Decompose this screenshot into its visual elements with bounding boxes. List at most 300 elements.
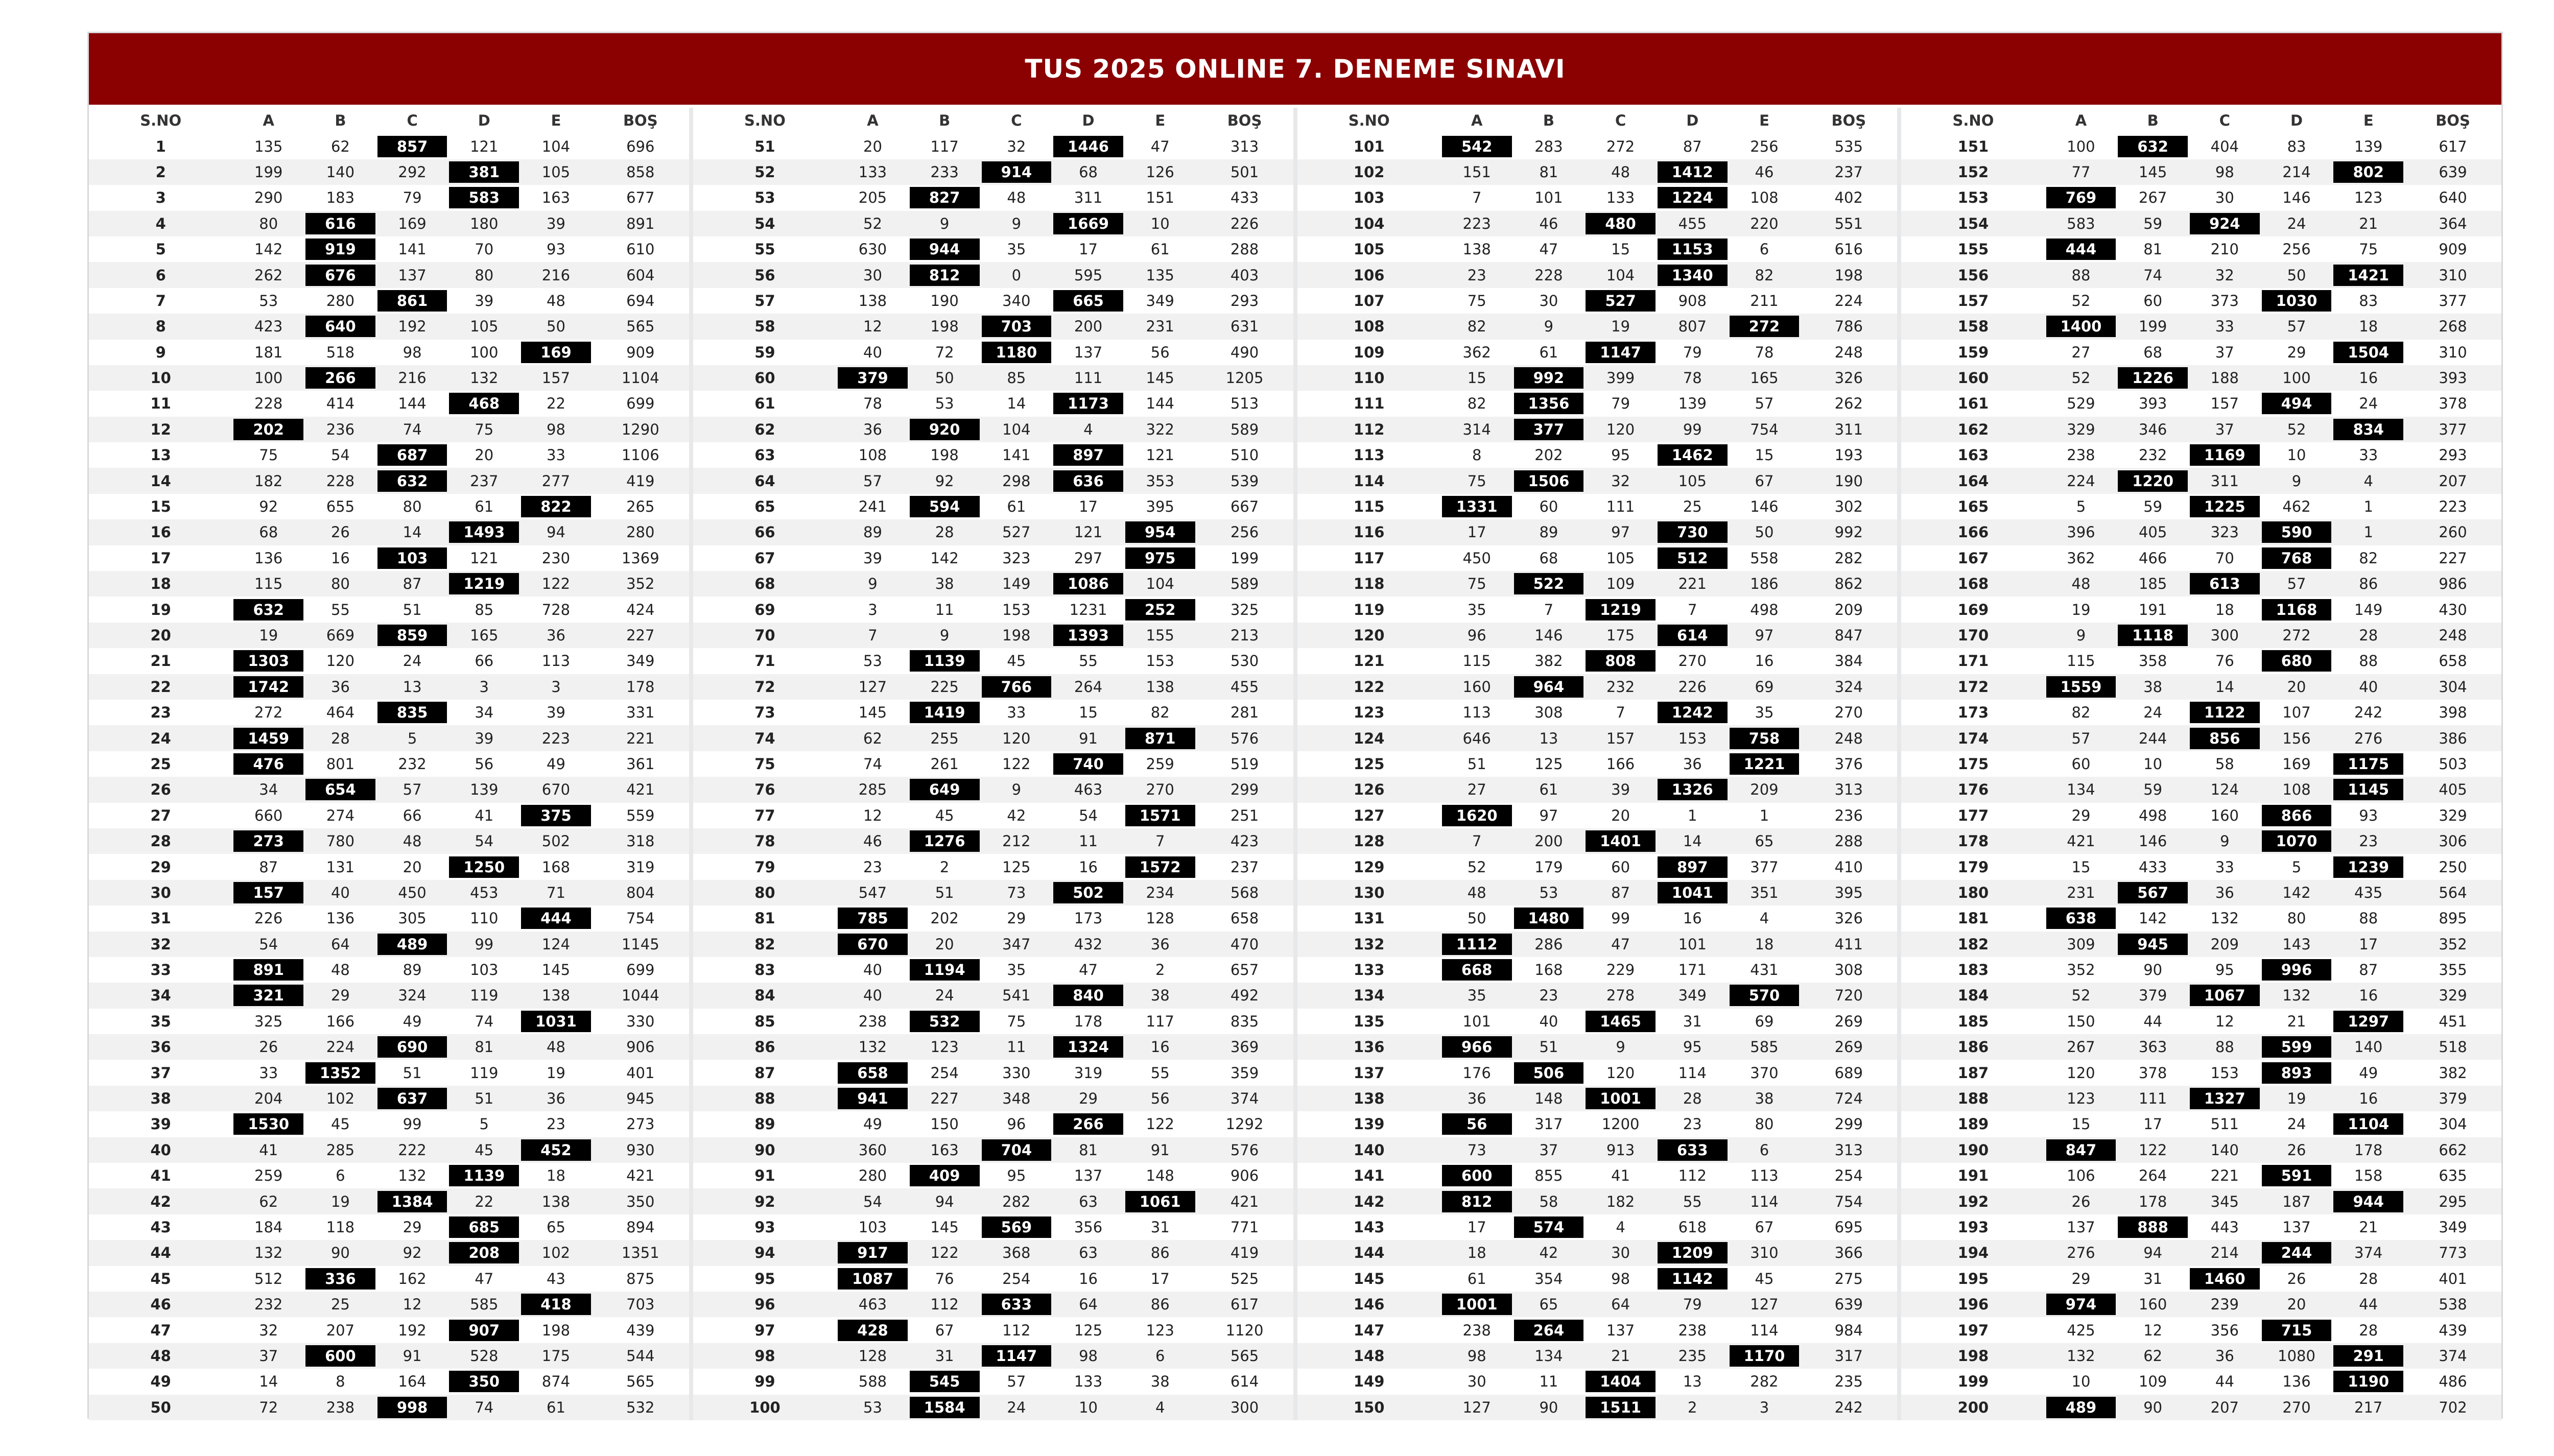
column-header: E xyxy=(1759,112,1769,130)
answer-count-c: 48 xyxy=(403,832,422,850)
answer-count-d: 740 xyxy=(1053,753,1123,775)
blank-count: 1120 xyxy=(1225,1321,1264,1339)
table-row xyxy=(89,932,689,957)
answer-count-c: 368 xyxy=(1002,1244,1031,1262)
answer-count-a: 476 xyxy=(233,753,303,775)
answer-count-d: 34 xyxy=(475,704,494,722)
answer-count-a: 73 xyxy=(1467,1141,1486,1159)
answer-count-d: 133 xyxy=(1074,1373,1103,1391)
blank-count: 1104 xyxy=(621,369,659,387)
table-row xyxy=(89,1214,689,1240)
answer-count-e: 24 xyxy=(2359,395,2378,413)
answer-count-c: 14 xyxy=(403,523,422,541)
answer-count-c: 140 xyxy=(2210,1141,2239,1159)
answer-count-d: 11 xyxy=(1079,832,1098,850)
question-number: 121 xyxy=(1353,652,1385,670)
blank-count: 256 xyxy=(1230,523,1259,541)
answer-count-c: 305 xyxy=(398,910,427,927)
answer-count-b: 827 xyxy=(910,187,980,208)
answer-count-c: 13 xyxy=(403,678,422,696)
table-row xyxy=(693,777,1293,802)
answer-count-c: 913 xyxy=(1606,1141,1635,1159)
answer-count-e: 48 xyxy=(547,292,565,309)
table-row xyxy=(693,185,1293,210)
answer-count-c: 323 xyxy=(1002,549,1031,567)
table-row xyxy=(1297,596,1898,622)
answer-count-c: 298 xyxy=(1002,472,1031,490)
answer-count-e: 802 xyxy=(2333,161,2403,183)
question-number: 162 xyxy=(1957,420,1989,438)
answer-count-d: 81 xyxy=(1079,1141,1098,1159)
answer-count-b: 58 xyxy=(1539,1192,1558,1210)
answer-count-e: 570 xyxy=(1730,985,1800,1006)
table-row xyxy=(1901,1009,2501,1034)
blank-count: 221 xyxy=(626,729,655,747)
blank-count: 318 xyxy=(626,832,655,850)
blank-count: 250 xyxy=(2439,858,2467,876)
answer-count-d: 66 xyxy=(475,652,494,670)
answer-count-b: 654 xyxy=(305,779,375,800)
answer-count-a: 82 xyxy=(1467,318,1486,336)
answer-count-e: 6 xyxy=(1759,1141,1769,1159)
answer-count-e: 36 xyxy=(1150,935,1170,953)
answer-count-c: 112 xyxy=(1002,1321,1031,1339)
table-row xyxy=(1901,365,2501,391)
answer-count-a: 9 xyxy=(2076,627,2086,644)
answer-count-e: 1175 xyxy=(2333,753,2403,775)
answer-count-a: 14 xyxy=(259,1373,278,1391)
blank-count: 835 xyxy=(1230,1012,1259,1030)
answer-count-c: 861 xyxy=(377,290,447,312)
answer-count-a: 62 xyxy=(259,1192,278,1210)
table-row xyxy=(693,417,1293,442)
answer-count-d: 64 xyxy=(1079,1296,1098,1314)
answer-count-b: 1352 xyxy=(305,1062,375,1084)
question-number: 136 xyxy=(1353,1038,1385,1056)
answer-count-b: 102 xyxy=(326,1090,355,1108)
answer-count-c: 24 xyxy=(1007,1398,1026,1416)
answer-count-d: 502 xyxy=(1053,882,1123,903)
answer-count-d: 1462 xyxy=(1658,444,1728,466)
answer-count-a: 182 xyxy=(254,472,283,490)
answer-count-c: 33 xyxy=(2215,318,2234,336)
question-number: 6 xyxy=(155,266,166,284)
answer-count-e: 1421 xyxy=(2333,265,2403,286)
blank-count: 421 xyxy=(626,1167,655,1185)
table-row xyxy=(89,1317,689,1343)
table-row xyxy=(89,159,689,185)
answer-count-c: 569 xyxy=(982,1216,1052,1238)
blank-count: 401 xyxy=(626,1064,655,1082)
question-number: 71 xyxy=(754,652,775,670)
blank-count: 576 xyxy=(1230,1141,1259,1159)
answer-count-b: 274 xyxy=(326,806,355,824)
answer-count-b: 74 xyxy=(2143,266,2163,284)
table-row xyxy=(1901,725,2501,751)
answer-count-b: 9 xyxy=(939,627,950,644)
answer-count-c: 254 xyxy=(1002,1270,1031,1287)
answer-count-e: 33 xyxy=(2359,446,2378,464)
answer-count-b: 409 xyxy=(910,1165,980,1186)
answer-count-a: 8 xyxy=(1472,446,1482,464)
answer-count-a: 658 xyxy=(838,1062,908,1084)
answer-count-a: 48 xyxy=(2071,575,2091,593)
answer-count-d: 100 xyxy=(470,343,499,361)
answer-count-b: 61 xyxy=(1539,781,1558,799)
answer-count-b: 42 xyxy=(1539,1244,1558,1262)
blank-count: 386 xyxy=(2439,729,2467,747)
blank-count: 754 xyxy=(626,910,655,927)
answer-count-d: 840 xyxy=(1053,985,1123,1006)
blank-count: 891 xyxy=(626,214,655,232)
blank-count: 190 xyxy=(1834,472,1863,490)
answer-count-d: 99 xyxy=(1683,420,1702,438)
answer-count-d: 1070 xyxy=(2262,830,2332,852)
answer-count-e: 35 xyxy=(1755,704,1774,722)
answer-count-c: 92 xyxy=(403,1244,422,1262)
answer-count-d: 146 xyxy=(2282,189,2311,207)
question-number: 83 xyxy=(754,961,775,979)
answer-count-d: 866 xyxy=(2262,805,2332,826)
answer-count-d: 685 xyxy=(449,1216,519,1238)
answer-count-b: 920 xyxy=(910,419,980,440)
answer-count-a: 37 xyxy=(259,1347,278,1365)
answer-count-b: 45 xyxy=(330,1115,350,1133)
question-number: 128 xyxy=(1353,832,1385,850)
table-row xyxy=(1297,571,1898,596)
answer-count-b: 405 xyxy=(2138,523,2167,541)
blank-count: 658 xyxy=(1230,910,1259,927)
answer-count-a: 421 xyxy=(2067,832,2095,850)
answer-count-e: 55 xyxy=(1150,1064,1170,1082)
answer-count-e: 444 xyxy=(521,908,591,929)
answer-count-d: 599 xyxy=(2262,1036,2332,1058)
answer-count-a: 941 xyxy=(838,1088,908,1109)
answer-count-d: 14 xyxy=(1683,832,1702,850)
answer-count-e: 93 xyxy=(2359,806,2378,824)
answer-count-a: 108 xyxy=(858,446,887,464)
answer-count-c: 12 xyxy=(2215,1012,2234,1030)
answer-count-e: 31 xyxy=(1150,1218,1170,1236)
answer-count-a: 32 xyxy=(259,1321,278,1339)
answer-count-c: 49 xyxy=(403,1012,422,1030)
table-row xyxy=(1297,365,1898,391)
answer-count-d: 908 xyxy=(1678,292,1707,309)
table-row xyxy=(1297,1137,1898,1163)
answer-count-a: 29 xyxy=(2071,806,2091,824)
answer-count-e: 220 xyxy=(1750,214,1779,232)
answer-count-a: 7 xyxy=(1472,832,1482,850)
answer-count-c: 144 xyxy=(398,395,427,413)
blank-count: 1290 xyxy=(621,420,659,438)
answer-count-c: 808 xyxy=(1586,650,1656,672)
answer-count-a: 128 xyxy=(858,1347,887,1365)
table-row xyxy=(89,905,689,931)
answer-count-a: 52 xyxy=(2071,987,2091,1005)
question-number: 101 xyxy=(1353,137,1385,155)
answer-count-c: 704 xyxy=(982,1139,1052,1161)
blank-count: 403 xyxy=(1230,266,1259,284)
table-row xyxy=(1297,133,1898,159)
blank-count: 352 xyxy=(2439,935,2467,953)
answer-count-a: 9 xyxy=(868,575,878,593)
answer-count-a: 75 xyxy=(1467,292,1486,309)
answer-count-a: 100 xyxy=(2067,137,2095,155)
answer-count-a: 314 xyxy=(1462,420,1491,438)
table-row xyxy=(1297,905,1898,931)
answer-count-d: 28 xyxy=(1683,1090,1702,1108)
table-row xyxy=(89,468,689,493)
answer-count-b: 855 xyxy=(1534,1167,1563,1185)
answer-count-d: 1153 xyxy=(1658,238,1728,260)
answer-count-e: 277 xyxy=(541,472,571,490)
answer-count-c: 1147 xyxy=(1586,342,1656,363)
answer-count-c: 292 xyxy=(398,163,427,181)
answer-count-d: 24 xyxy=(2287,1115,2306,1133)
answer-count-b: 37 xyxy=(1539,1141,1558,1159)
answer-count-e: 252 xyxy=(1125,599,1195,620)
answer-count-b: 232 xyxy=(2138,446,2167,464)
blank-count: 992 xyxy=(1834,523,1863,541)
answer-count-e: 1 xyxy=(1759,806,1769,824)
table-row xyxy=(89,1369,689,1394)
question-number: 74 xyxy=(754,729,775,747)
answer-count-c: 1460 xyxy=(2190,1268,2260,1290)
question-number: 124 xyxy=(1353,729,1385,747)
question-number: 59 xyxy=(754,343,775,361)
table-row xyxy=(1297,159,1898,185)
answer-count-e: 6 xyxy=(1759,241,1769,258)
answer-count-a: 123 xyxy=(2067,1090,2095,1108)
table-row xyxy=(693,133,1293,159)
answer-count-e: 69 xyxy=(1755,1012,1774,1030)
question-number: 97 xyxy=(754,1321,775,1339)
answer-count-d: 169 xyxy=(2282,755,2311,773)
answer-count-c: 141 xyxy=(1002,446,1031,464)
answer-count-e: 138 xyxy=(541,1192,571,1210)
answer-count-a: 98 xyxy=(1467,1347,1486,1365)
answer-count-a: 329 xyxy=(2067,420,2095,438)
answer-count-d: 45 xyxy=(475,1141,494,1159)
answer-count-a: 53 xyxy=(863,652,882,670)
answer-count-c: 527 xyxy=(1586,290,1656,312)
answer-count-e: 87 xyxy=(2359,961,2378,979)
answer-count-c: 87 xyxy=(403,575,422,593)
question-number: 133 xyxy=(1353,961,1385,979)
answer-count-c: 857 xyxy=(377,136,447,157)
question-number: 9 xyxy=(155,343,166,361)
blank-count: 326 xyxy=(1834,369,1863,387)
blank-count: 631 xyxy=(1230,318,1259,336)
question-number: 146 xyxy=(1353,1296,1385,1314)
answer-count-b: 62 xyxy=(330,137,350,155)
answer-count-a: 82 xyxy=(2071,704,2091,722)
question-number: 173 xyxy=(1957,704,1989,722)
table-row xyxy=(1297,828,1898,854)
table-row xyxy=(1297,494,1898,519)
answer-count-a: 181 xyxy=(254,343,283,361)
answer-count-d: 41 xyxy=(475,806,494,824)
answer-count-d: 1139 xyxy=(449,1165,519,1186)
answer-count-b: 179 xyxy=(1534,858,1563,876)
answer-count-d: 61 xyxy=(475,498,494,516)
answer-count-c: 632 xyxy=(377,470,447,492)
table-row xyxy=(1297,519,1898,545)
question-number: 118 xyxy=(1353,575,1385,593)
answer-count-d: 1 xyxy=(1688,806,1697,824)
answer-count-a: 75 xyxy=(259,446,278,464)
answer-count-a: 238 xyxy=(1462,1321,1491,1339)
answer-count-e: 6 xyxy=(1155,1347,1165,1365)
blank-count: 236 xyxy=(1834,806,1863,824)
answer-count-c: 1180 xyxy=(982,342,1052,363)
table-row xyxy=(1297,1086,1898,1111)
answer-count-e: 108 xyxy=(1750,189,1779,207)
answer-count-d: 10 xyxy=(1079,1398,1098,1416)
answer-count-c: 12 xyxy=(403,1296,422,1314)
table-row xyxy=(693,1086,1293,1111)
table-row xyxy=(1297,700,1898,725)
question-number: 44 xyxy=(150,1244,171,1262)
answer-count-e: 349 xyxy=(1146,292,1174,309)
answer-count-d: 311 xyxy=(1074,189,1103,207)
blank-count: 350 xyxy=(626,1192,655,1210)
answer-count-b: 600 xyxy=(305,1345,375,1367)
answer-count-e: 114 xyxy=(1750,1192,1779,1210)
answer-count-e: 18 xyxy=(547,1167,565,1185)
answer-count-d: 1493 xyxy=(449,521,519,543)
answer-count-c: 1001 xyxy=(1586,1088,1656,1109)
answer-count-d: 453 xyxy=(470,884,499,901)
table-row xyxy=(1901,1214,2501,1240)
table-row xyxy=(693,340,1293,365)
answer-count-e: 375 xyxy=(521,805,591,826)
blank-count: 847 xyxy=(1834,627,1863,644)
answer-count-b: 1276 xyxy=(910,830,980,852)
blank-count: 1106 xyxy=(621,446,659,464)
answer-count-e: 211 xyxy=(1750,292,1779,309)
question-number: 144 xyxy=(1353,1244,1385,1262)
question-number: 13 xyxy=(150,446,171,464)
answer-count-d: 350 xyxy=(449,1371,519,1392)
answer-count-d: 270 xyxy=(2282,1398,2311,1416)
answer-count-e: 21 xyxy=(2359,214,2378,232)
question-number: 177 xyxy=(1957,806,1989,824)
table-row xyxy=(1901,1163,2501,1188)
blank-count: 532 xyxy=(626,1398,655,1416)
answer-count-b: 40 xyxy=(1539,1012,1558,1030)
answer-count-e: 944 xyxy=(2333,1191,2403,1212)
blank-count: 207 xyxy=(2439,472,2467,490)
column-header: S.NO xyxy=(140,112,182,130)
results-sheet xyxy=(87,32,2503,1419)
answer-count-a: 280 xyxy=(858,1167,887,1185)
answer-count-a: 176 xyxy=(1462,1064,1491,1082)
answer-count-e: 28 xyxy=(2359,1321,2378,1339)
answer-count-e: 1221 xyxy=(1730,753,1800,775)
column-header: E xyxy=(551,112,561,130)
answer-count-a: 138 xyxy=(1462,241,1491,258)
question-number: 114 xyxy=(1353,472,1385,490)
blank-count: 374 xyxy=(1230,1090,1259,1108)
answer-count-e: 3 xyxy=(1759,1398,1769,1416)
question-number: 117 xyxy=(1353,549,1385,567)
answer-count-b: 6 xyxy=(336,1167,345,1185)
blank-count: 355 xyxy=(2439,961,2467,979)
answer-count-a: 19 xyxy=(259,627,278,644)
question-number: 80 xyxy=(754,884,775,901)
blank-count: 696 xyxy=(626,137,655,155)
table-row xyxy=(693,236,1293,262)
table-row xyxy=(89,751,689,777)
answer-count-b: 676 xyxy=(305,265,375,286)
question-number: 125 xyxy=(1353,755,1385,773)
blank-count: 616 xyxy=(1834,241,1863,258)
answer-count-a: 80 xyxy=(259,214,278,232)
answer-count-b: 183 xyxy=(326,189,355,207)
answer-count-a: 52 xyxy=(2071,292,2091,309)
answer-count-b: 48 xyxy=(330,961,350,979)
answer-count-d: 75 xyxy=(475,420,494,438)
answer-count-c: 340 xyxy=(1002,292,1031,309)
answer-count-e: 28 xyxy=(2359,1270,2378,1287)
answer-count-d: 180 xyxy=(470,214,499,232)
table-row xyxy=(89,1034,689,1060)
question-number: 167 xyxy=(1957,549,1989,567)
answer-count-e: 78 xyxy=(1755,343,1774,361)
table-row xyxy=(1901,905,2501,931)
answer-count-e: 38 xyxy=(1150,987,1170,1005)
answer-count-d: 79 xyxy=(1683,343,1702,361)
answer-count-b: 888 xyxy=(2118,1216,2188,1238)
answer-count-c: 282 xyxy=(1002,1192,1031,1210)
answer-count-e: 282 xyxy=(1750,1373,1779,1391)
table-row xyxy=(693,365,1293,391)
answer-count-d: 108 xyxy=(2282,781,2311,799)
blank-count: 226 xyxy=(1230,214,1259,232)
answer-count-e: 291 xyxy=(2333,1345,2403,1367)
answer-count-c: 32 xyxy=(1611,472,1630,490)
question-number: 75 xyxy=(754,755,775,773)
answer-count-a: 309 xyxy=(2067,935,2095,953)
table-row xyxy=(89,288,689,314)
answer-count-a: 966 xyxy=(1442,1036,1512,1058)
answer-count-a: 1742 xyxy=(233,676,303,698)
answer-count-d: 4 xyxy=(1083,420,1093,438)
answer-count-b: 382 xyxy=(1534,652,1563,670)
answer-count-b: 466 xyxy=(2138,549,2167,567)
answer-count-d: 17 xyxy=(1079,498,1098,516)
table-row xyxy=(89,648,689,674)
table-row xyxy=(89,236,689,262)
answer-count-e: 377 xyxy=(1750,858,1779,876)
answer-count-d: 266 xyxy=(1053,1113,1123,1135)
answer-count-b: 414 xyxy=(326,395,355,413)
blank-count: 470 xyxy=(1230,935,1259,953)
answer-count-a: 100 xyxy=(254,369,283,387)
table-row xyxy=(693,1343,1293,1369)
question-number: 58 xyxy=(754,318,775,336)
answer-count-e: 16 xyxy=(2359,369,2378,387)
answer-count-b: 24 xyxy=(2143,704,2163,722)
question-number: 157 xyxy=(1957,292,1989,309)
answer-count-c: 480 xyxy=(1586,213,1656,234)
question-number: 7 xyxy=(155,292,166,309)
blank-count: 227 xyxy=(626,627,655,644)
answer-count-a: 68 xyxy=(259,523,278,541)
table-row xyxy=(89,1292,689,1317)
table-row xyxy=(1297,1266,1898,1292)
